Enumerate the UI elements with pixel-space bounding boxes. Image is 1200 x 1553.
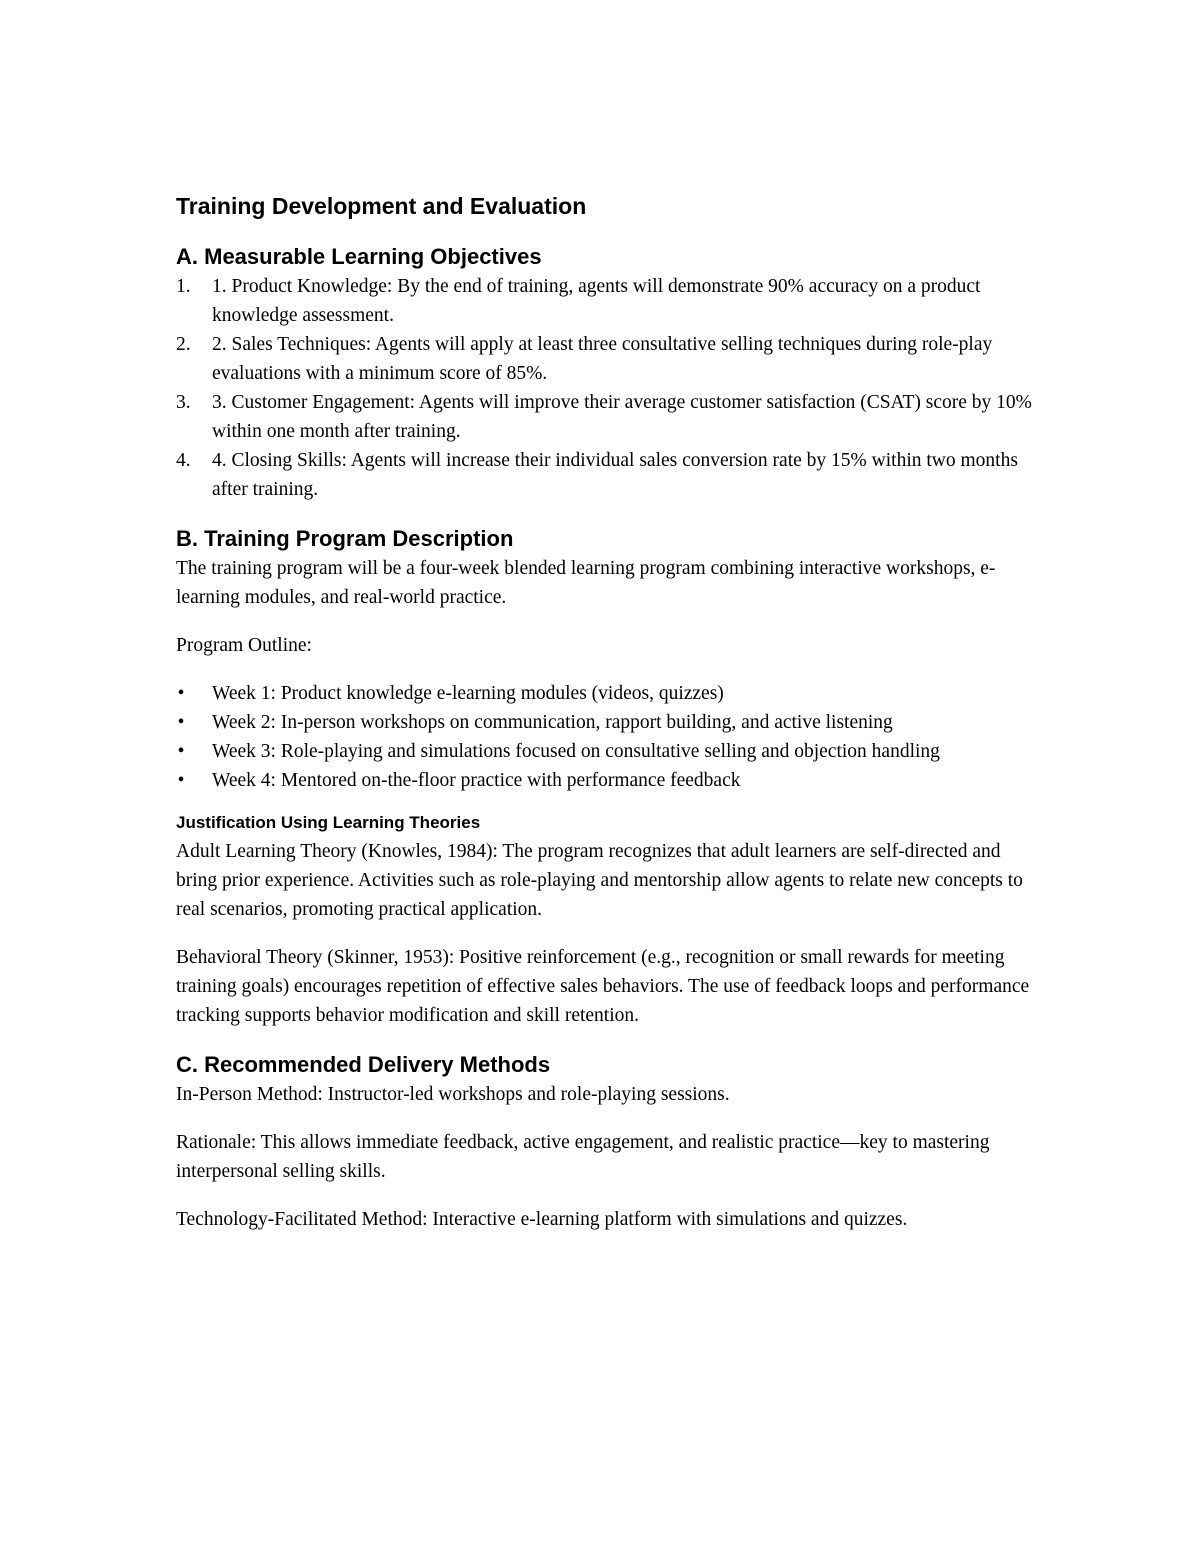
objectives-list	[176, 272, 1046, 504]
behavioral-paragraph: Behavioral Theory (Skinner, 1953): Positive reinforcement (e.g., recognition or small rewards for meeting training goals) encourages repetition of effective sales behaviors. The use of feedback loops and performance tracking supports behavior modification and skill retention.	[176, 947, 1030, 1026]
list-number: 4.	[176, 450, 191, 471]
list-number: 3.	[176, 392, 191, 413]
outline-label: Program Outline:	[176, 635, 312, 656]
bullet-icon: •	[177, 770, 185, 791]
section-c-heading: C. Recommended Delivery Methods	[176, 1052, 551, 1077]
list-item	[176, 446, 1046, 504]
list-item-text: Week 2: In-person workshops on communication, rapport building, and active listening	[212, 712, 893, 733]
program-intro: The training program will be a four-week blended learning program combining interactive workshops, e-learning modules, and real-world practice.	[176, 558, 996, 608]
section-a-heading: A. Measurable Learning Objectives	[176, 244, 542, 269]
justification-heading: Justification Using Learning Theories	[176, 813, 481, 832]
list-item	[176, 330, 1046, 388]
rationale-paragraph: Rationale: This allows immediate feedback, active engagement, and realistic practice—key to mastering interpersonal selling skills.	[176, 1132, 990, 1182]
list-item	[176, 679, 1046, 708]
list-item-text: 4. Closing Skills: Agents will increase their individual sales conversion rate by 15% within two months after training.	[212, 450, 1018, 500]
list-item-text: 1. Product Knowledge: By the end of training, agents will demonstrate 90% accuracy on a product knowledge assessment.	[212, 276, 981, 326]
list-item	[176, 708, 1046, 737]
list-item-text: Week 1: Product knowledge e-learning modules (videos, quizzes)	[212, 683, 724, 704]
list-number: 1.	[176, 276, 191, 297]
list-item	[176, 388, 1046, 446]
list-item	[176, 766, 1046, 795]
in-person-paragraph: In-Person Method: Instructor-led workshops and role-playing sessions.	[176, 1084, 730, 1105]
list-item-text: Week 3: Role-playing and simulations focused on consultative selling and objection handling	[212, 741, 940, 762]
document-title: Training Development and Evaluation	[176, 193, 587, 219]
bullet-icon: •	[177, 741, 185, 762]
section-b-heading: B. Training Program Description	[176, 526, 514, 551]
document-page	[176, 186, 1046, 1234]
program-outline-list	[176, 679, 1046, 795]
adult-learning-paragraph: Adult Learning Theory (Knowles, 1984): The program recognizes that adult learners are self-directed and bring prior experience. Activities such as role-playing and mentorship allow agents to relate new concepts to real scenarios, promoting practical application.	[176, 841, 1023, 920]
list-item-text: 3. Customer Engagement: Agents will improve their average customer satisfaction (CSAT) score by 10% within one month after training.	[212, 392, 1032, 442]
list-number: 2.	[176, 334, 191, 355]
list-item-text: Week 4: Mentored on-the-floor practice with performance feedback	[212, 770, 741, 791]
bullet-icon: •	[177, 683, 185, 704]
bullet-icon: •	[177, 712, 185, 733]
list-item	[176, 737, 1046, 766]
list-item-text: 2. Sales Techniques: Agents will apply at least three consultative selling techniques during role-play evaluations with a minimum score of 85%.	[212, 334, 993, 384]
technology-paragraph: Technology-Facilitated Method: Interactive e-learning platform with simulations and quizzes.	[176, 1209, 908, 1230]
list-item	[176, 272, 1046, 330]
